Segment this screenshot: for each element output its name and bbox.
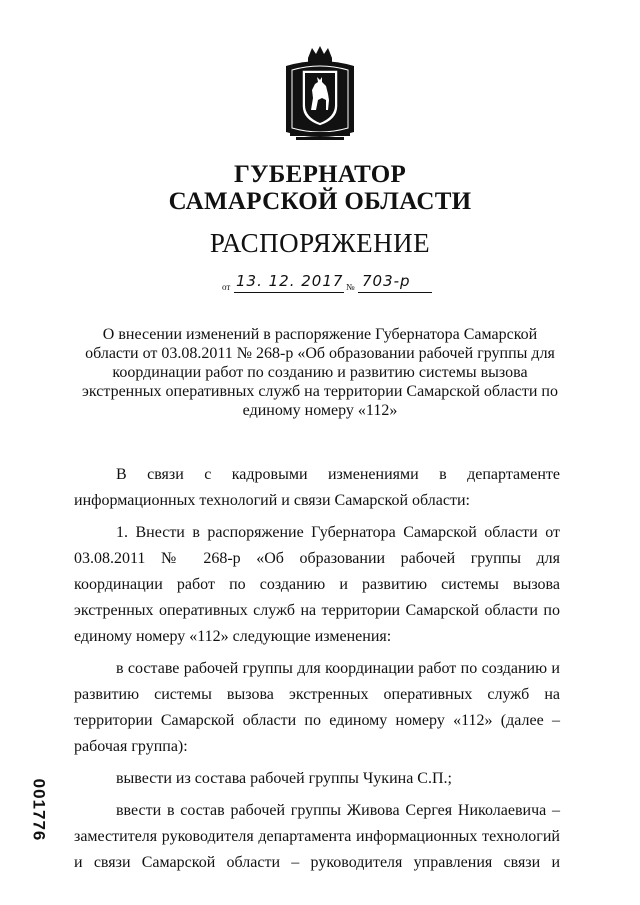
- authority-name-line1: ГУБЕРНАТОР: [233, 161, 407, 188]
- document-type-title: РАСПОРЯЖЕНИЕ: [209, 228, 431, 258]
- body-paragraph-4: вывести из состава рабочей группы Чукина С.П.;: [116, 770, 452, 787]
- authority-name-line2: САМАРСКОЙ ОБЛАСТИ: [168, 188, 472, 215]
- number-value: 703-р: [362, 272, 411, 290]
- date-value: 13. 12. 2017: [236, 272, 344, 290]
- body-paragraph-5: ввести в состав рабочей группы Живова Сергея Николаевича – заместителя руководителя департамента информационных технологий и связи Самарской области – руководителя управления связи и: [74, 802, 560, 871]
- body-paragraph-2: 1. Внести в распоряжение Губернатора Самарской области от 03.08.2011 № 268-р «Об образовании рабочей группы для координации работ по созданию и развитию системы вызова экстренных оперативных служб на территории Самарской области по единому номеру «112» следующие изменения:: [74, 524, 560, 645]
- date-label: от: [222, 282, 231, 292]
- registration-stamp-number: [18, 775, 58, 845]
- document-body: [74, 462, 560, 876]
- date-underline: [234, 292, 344, 293]
- number-underline: [358, 292, 432, 293]
- body-paragraph-1: В связи с кадровыми изменениями в департаменте информационных технологий и связи Самарской области:: [74, 466, 560, 509]
- number-label: №: [346, 282, 355, 292]
- stamp-number-text: 001776: [29, 778, 49, 842]
- document-number-line: [222, 272, 442, 294]
- samara-coat-of-arms-icon: [282, 44, 358, 144]
- document-subject: О внесении изменений в распоряжение Губернатора Самарской области от 03.08.2011 № 268-р «Об образовании рабочей группы для координации работ по созданию и развитию системы вызова экстренных оперативных служб на территории Самарской области по единому номеру «112»: [82, 326, 558, 419]
- body-paragraph-3: в составе рабочей группы для координации работ по созданию и развитию системы вызова экстренных оперативных служб на территории Самарской области по единому номеру «112» (далее – рабочая группа):: [74, 660, 560, 755]
